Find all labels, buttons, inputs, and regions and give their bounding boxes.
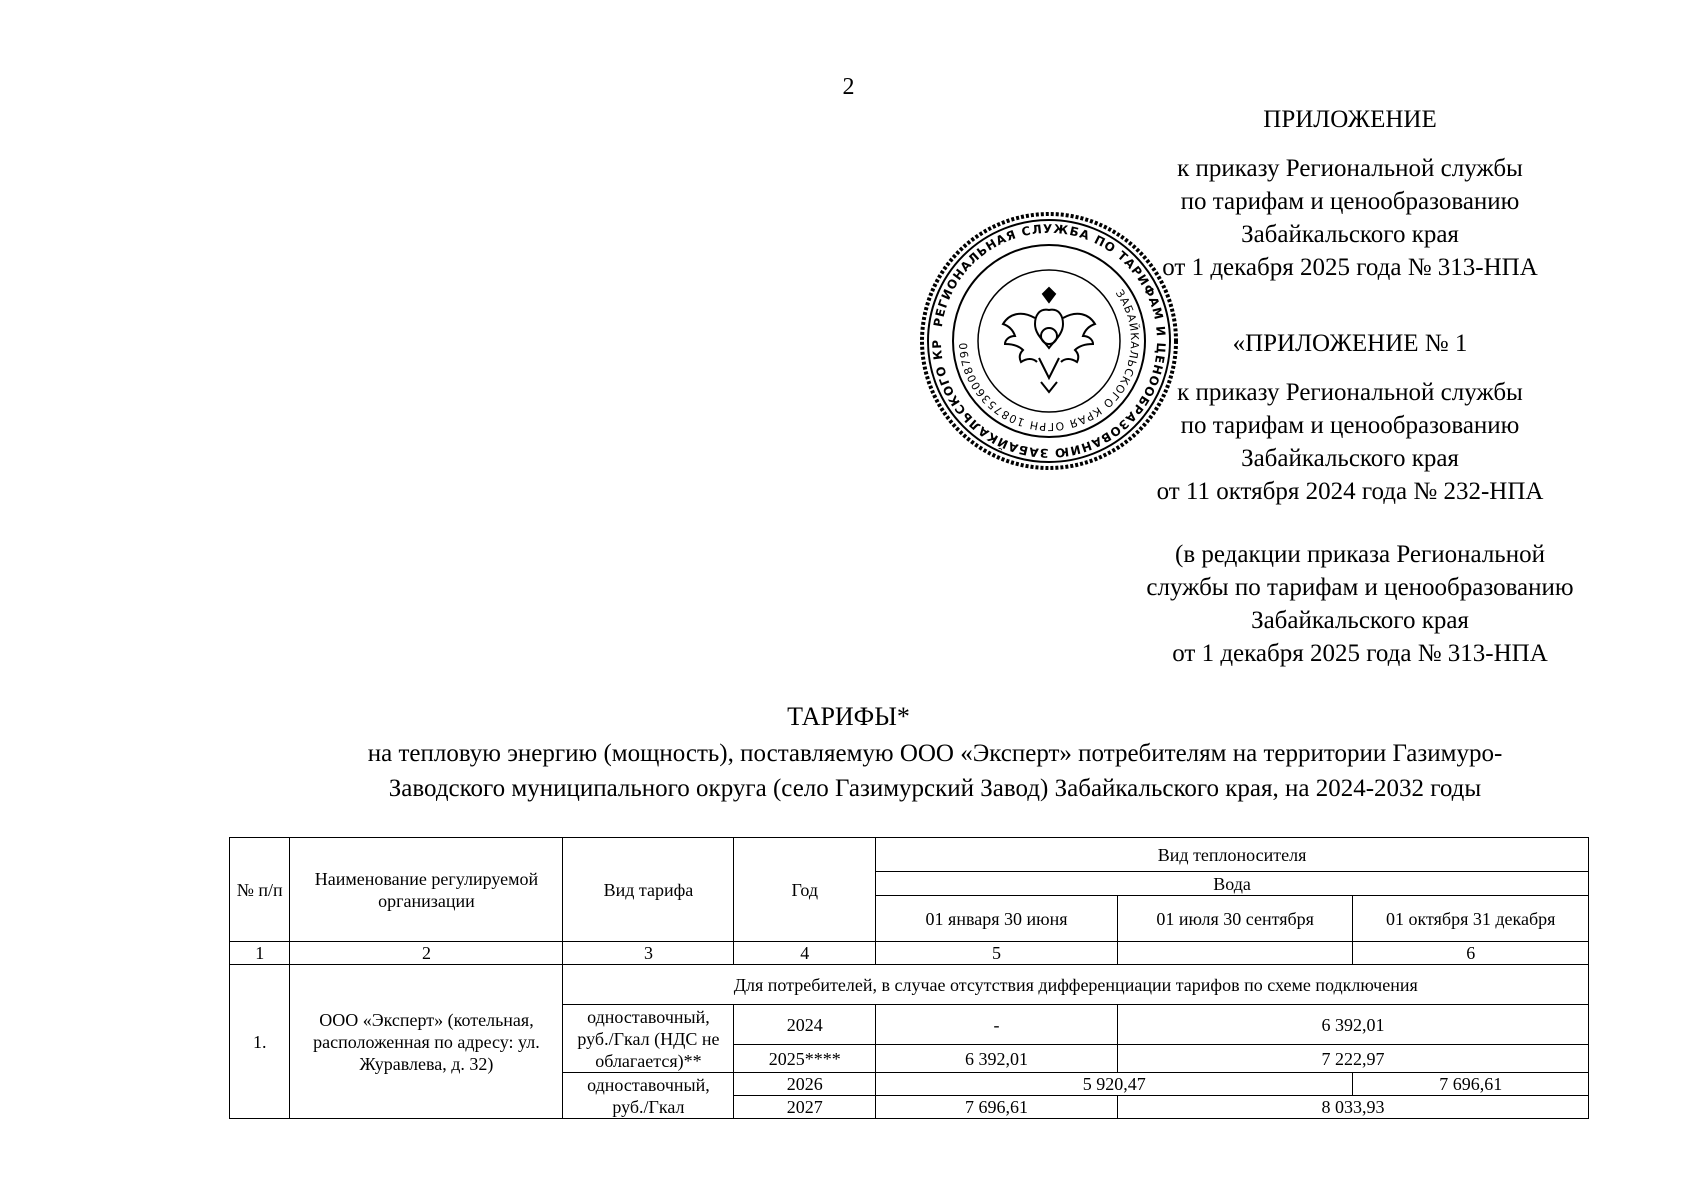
subtitle-line-2: Заводского муниципального округа (село Газимурский Завод) Забайкальского края, на 2024-2032 годы	[388, 775, 1482, 802]
value-cell: 7 696,61	[876, 1096, 1118, 1119]
value-cell: 6 392,01	[876, 1045, 1118, 1073]
value-cell: 7 696,61	[1353, 1073, 1589, 1096]
value-cell: 7 222,97	[1117, 1045, 1588, 1073]
header-year: Год	[734, 838, 876, 942]
year-cell: 2026	[734, 1073, 876, 1096]
col-number: 1	[230, 942, 290, 965]
col-number: 3	[563, 942, 734, 965]
document-subtitle	[270, 736, 1600, 806]
section-label: Для потребителей, в случае отсутствия дифференциации тарифов по схеме подключения	[563, 965, 1589, 1005]
appendix-1-line: к приказу Региональной службы	[1177, 379, 1523, 406]
tariffs-table	[229, 837, 1589, 1119]
tariff-type-cell: одноставочный, руб./Гкал (НДС не облагается)**	[563, 1005, 734, 1073]
header-org: Наименование регулируемой организации	[290, 838, 563, 942]
col-number	[1117, 942, 1353, 965]
year-cell: 2024	[734, 1005, 876, 1045]
header-carrier: Вид теплоносителя	[876, 838, 1589, 872]
organization-name: ООО «Эксперт» (котельная, расположенная по адресу: ул. Журавлева, д. 32)	[290, 965, 563, 1119]
col-number: 5	[876, 942, 1118, 965]
official-seal	[918, 210, 1180, 472]
value-cell: 6 392,01	[1117, 1005, 1588, 1045]
subtitle-line-1: на тепловую энергию (мощность), поставляемую ООО «Эксперт» потребителям на территории Газимуро-	[367, 740, 1503, 767]
value-cell: -	[876, 1005, 1118, 1045]
document-title: ТАРИФЫ*	[787, 702, 910, 731]
appendix-line: к приказу Региональной службы	[1177, 155, 1523, 182]
appendix-line: Забайкальского края	[1241, 221, 1459, 248]
revision-line: Забайкальского края	[1251, 607, 1469, 634]
seal-inner-text: ЗАБАЙКАЛЬСКОГО КРАЯ ОГРН 1087536008790	[956, 287, 1142, 434]
eagle-emblem-icon	[1003, 288, 1095, 392]
appendix-line: по тарифам и ценообразованию	[1180, 188, 1520, 215]
header-period-3: 01 октября 31 декабря	[1353, 896, 1589, 942]
header-period-1: 01 января 30 июня	[876, 896, 1118, 942]
appendix-line: от 1 декабря 2025 года № 313-НПА	[1162, 254, 1538, 281]
tariff-type-cell: одноставочный, руб./Гкал	[563, 1073, 734, 1119]
seal-graphic	[918, 210, 1180, 472]
header-tariff-type: Вид тарифа	[563, 838, 734, 942]
revision-line: службы по тарифам и ценообразованию	[1146, 574, 1574, 601]
revision-note	[1040, 538, 1680, 670]
appendix-1-line: от 11 октября 2024 года № 232-НПА	[1156, 478, 1544, 505]
col-number: 2	[290, 942, 563, 965]
header-period-2: 01 июля 30 сентября	[1117, 896, 1353, 942]
value-cell: 5 920,47	[876, 1073, 1353, 1096]
appendix-1-line: Забайкальского края	[1241, 445, 1459, 472]
appendix-title: ПРИЛОЖЕНИЕ	[1263, 106, 1437, 133]
seal-outer-text: РЕГИОНАЛЬНАЯ СЛУЖБА ПО ТАРИФАМ И ЦЕНООБРАЗОВАНИЮ ЗАБАЙКАЛЬСКОГО КР	[929, 221, 1169, 461]
header-water: Вода	[876, 872, 1589, 896]
appendix-1-line: по тарифам и ценообразованию	[1180, 412, 1520, 439]
year-cell: 2025****	[734, 1045, 876, 1073]
value-cell: 8 033,93	[1117, 1096, 1588, 1119]
revision-line: (в редакции приказа Региональной	[1175, 541, 1545, 568]
col-number: 6	[1353, 942, 1589, 965]
row-number: 1.	[230, 965, 290, 1119]
col-number: 4	[734, 942, 876, 965]
header-num: № п/п	[230, 838, 290, 942]
page-number: 2	[842, 74, 855, 100]
revision-line: от 1 декабря 2025 года № 313-НПА	[1172, 640, 1548, 667]
column-numbers-row	[230, 942, 1589, 965]
year-cell: 2027	[734, 1096, 876, 1119]
appendix-1-title: «ПРИЛОЖЕНИЕ № 1	[1232, 330, 1468, 357]
